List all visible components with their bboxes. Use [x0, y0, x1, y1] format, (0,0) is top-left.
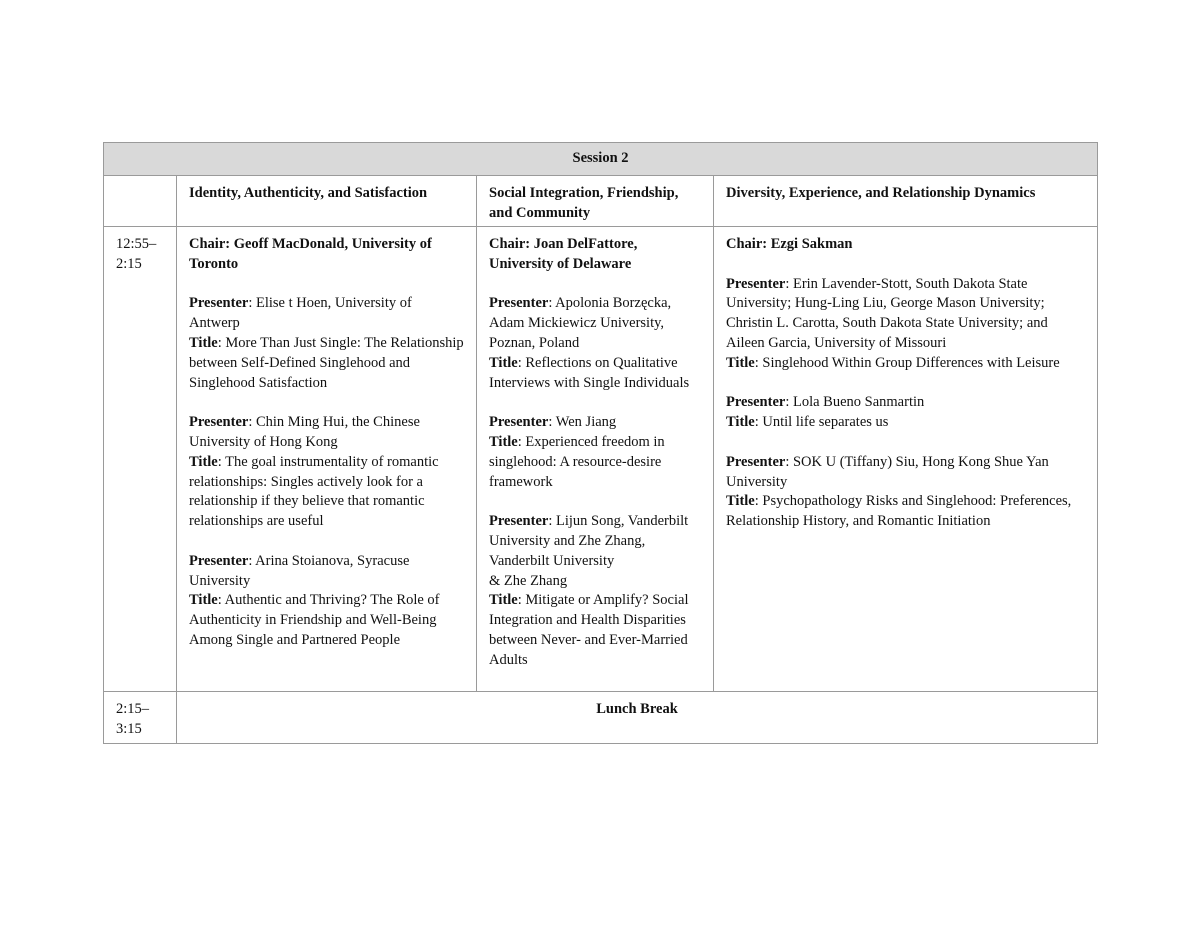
title-label: Title	[489, 433, 518, 450]
presenter-label: Presenter	[189, 552, 249, 569]
presentation: Presenter: Arina Stoianova, Syracuse University Title: Authentic and Thriving? The Role of Authenticity in Friendship and Well-Being Among Single and Partnered People	[189, 552, 440, 648]
presenter-extra: & Zhe Zhang	[489, 572, 568, 589]
schedule-table	[103, 142, 1098, 744]
time-cell	[104, 227, 177, 692]
presentation-title: Psychopathology Risks and Singlehood: Preferences, Relationship History, and Romantic Initiation	[726, 493, 1072, 530]
presentation: Presenter: Chin Ming Hui, the Chinese University of Hong Kong Title: The goal instrumentality of romantic relationships: Singles actively look for a relationship if they believe that romantic relationships are useful	[189, 414, 439, 530]
session-slot-row	[104, 227, 1098, 692]
session-title: Session 2	[104, 143, 1098, 176]
presenter-name: Arina Stoianova, Syracuse University	[189, 552, 410, 589]
time-end: 3:15	[116, 720, 142, 737]
presentation-title: Singlehood Within Group Differences with Leisure	[762, 354, 1060, 371]
presenter-label: Presenter	[489, 295, 549, 312]
lunch-row	[104, 692, 1098, 744]
presenter-name: Apolonia Borzęcka, Adam Mickiewicz University, Poznan, Poland	[489, 295, 672, 351]
track-cell-1	[177, 227, 477, 692]
title-label: Title	[726, 493, 755, 510]
presentation-title: More Than Just Single: The Relationship between Self-Defined Singlehood and Singlehood Satisfaction	[189, 334, 464, 391]
presentation-title: Authentic and Thriving? The Role of Authenticity in Friendship and Well-Being Among Single and Partnered People	[189, 592, 440, 648]
presenter-label: Presenter	[189, 295, 249, 312]
presentation-title: Mitigate or Amplify? Social Integration and Health Disparities between Never- and Ever-Married Adults	[489, 592, 689, 668]
presentation: Presenter: Apolonia Borzęcka, Adam Mickiewicz University, Poznan, Poland Title: Reflections on Qualitative Interviews with Single Individuals	[489, 295, 690, 391]
presentation: Presenter: Lola Bueno Sanmartin Title: Until life separates us	[726, 394, 925, 431]
presenter-name: Wen Jiang	[555, 414, 617, 431]
presenter-label: Presenter	[489, 513, 549, 530]
presenter-name: Lola Bueno Sanmartin	[792, 394, 925, 411]
presentation-title: Reflections on Qualitative Interviews with Single Individuals	[489, 354, 690, 391]
presenter-label: Presenter	[726, 453, 786, 470]
chair-line: Chair: Joan DelFattore, University of Delaware	[489, 236, 638, 272]
presentation: Presenter: Wen Jiang Title: Experienced freedom in singlehood: A resource-desire framework	[489, 414, 665, 490]
presentation: Presenter: SOK U (Tiffany) Siu, Hong Kong Shue Yan University Title: Psychopathology Risks and Singlehood: Preferences, Relationship History, and Romantic Initiation	[726, 453, 1072, 530]
title-label: Title	[726, 354, 755, 371]
presentation-title: Experienced freedom in singlehood: A resource-desire framework	[489, 433, 665, 490]
time-start: 12:55–	[116, 236, 157, 252]
title-label: Title	[189, 334, 218, 351]
track-cell-3	[714, 227, 1098, 692]
time-cell	[104, 692, 177, 744]
track-header-row	[104, 176, 1098, 227]
time-end: 2:15	[116, 255, 142, 272]
track-heading-3: Diversity, Experience, and Relationship Dynamics	[726, 185, 1036, 201]
presentation: Presenter: Lijun Song, Vanderbilt University and Zhe Zhang, Vanderbilt University & Zhe Zhang Title: Mitigate or Amplify? Social Integration and Health Disparities between Never- and Ever-Married Adults	[489, 512, 701, 670]
presentation: Presenter: Erin Lavender-Stott, South Dakota State University; Hung-Ling Liu, George Mason University; Christin L. Carotta, South Dakota State University; and Aileen Garcia, University of Missouri Title: Singlehood Within Group Differences with Leisure	[726, 275, 1060, 371]
time-start: 2:15–	[116, 701, 150, 717]
track-cell-2	[477, 227, 714, 692]
track-heading-2: Social Integration, Friendship, and Community	[489, 185, 679, 221]
title-label: Title	[489, 354, 518, 371]
presentation: Presenter: Elise t Hoen, University of Antwerp Title: More Than Just Single: The Relationship between Self-Defined Singlehood and Singlehood Satisfaction	[189, 295, 464, 391]
title-label: Title	[489, 592, 518, 609]
time-header-cell	[104, 176, 177, 227]
presenter-name: SOK U (Tiffany) Siu, Hong Kong Shue Yan University	[726, 453, 1049, 490]
presenter-name: Elise t Hoen, University of Antwerp	[189, 295, 412, 332]
presentation-title: Until life separates us	[762, 414, 889, 431]
presenter-name: Erin Lavender-Stott, South Dakota State University; Hung-Ling Liu, George Mason University; Christin L. Carotta, South Dakota State University; and Aileen Garcia, University of Missouri	[726, 275, 1048, 351]
presenter-label: Presenter	[489, 414, 549, 431]
title-label: Title	[189, 592, 218, 609]
presentation-title: The goal instrumentality of romantic relationships: Singles actively look for a relationship if they believe that romantic relationships are useful	[189, 453, 439, 530]
lunch-break-label: Lunch Break	[596, 701, 678, 717]
track-heading-1: Identity, Authenticity, and Satisfaction	[189, 185, 428, 201]
presenter-label: Presenter	[726, 394, 786, 411]
presenter-name: Chin Ming Hui, the Chinese University of Hong Kong	[189, 414, 420, 450]
title-label: Title	[726, 414, 755, 431]
presenter-name: Lijun Song, Vanderbilt University and Zhe Zhang, Vanderbilt University	[489, 513, 689, 569]
presenter-label: Presenter	[726, 275, 786, 292]
chair-line: Chair: Geoff MacDonald, University of Toronto	[189, 236, 432, 272]
presenter-label: Presenter	[189, 414, 249, 431]
title-label: Title	[189, 453, 218, 470]
session-header-row	[104, 143, 1098, 176]
chair-line: Chair: Ezgi Sakman	[726, 236, 853, 252]
